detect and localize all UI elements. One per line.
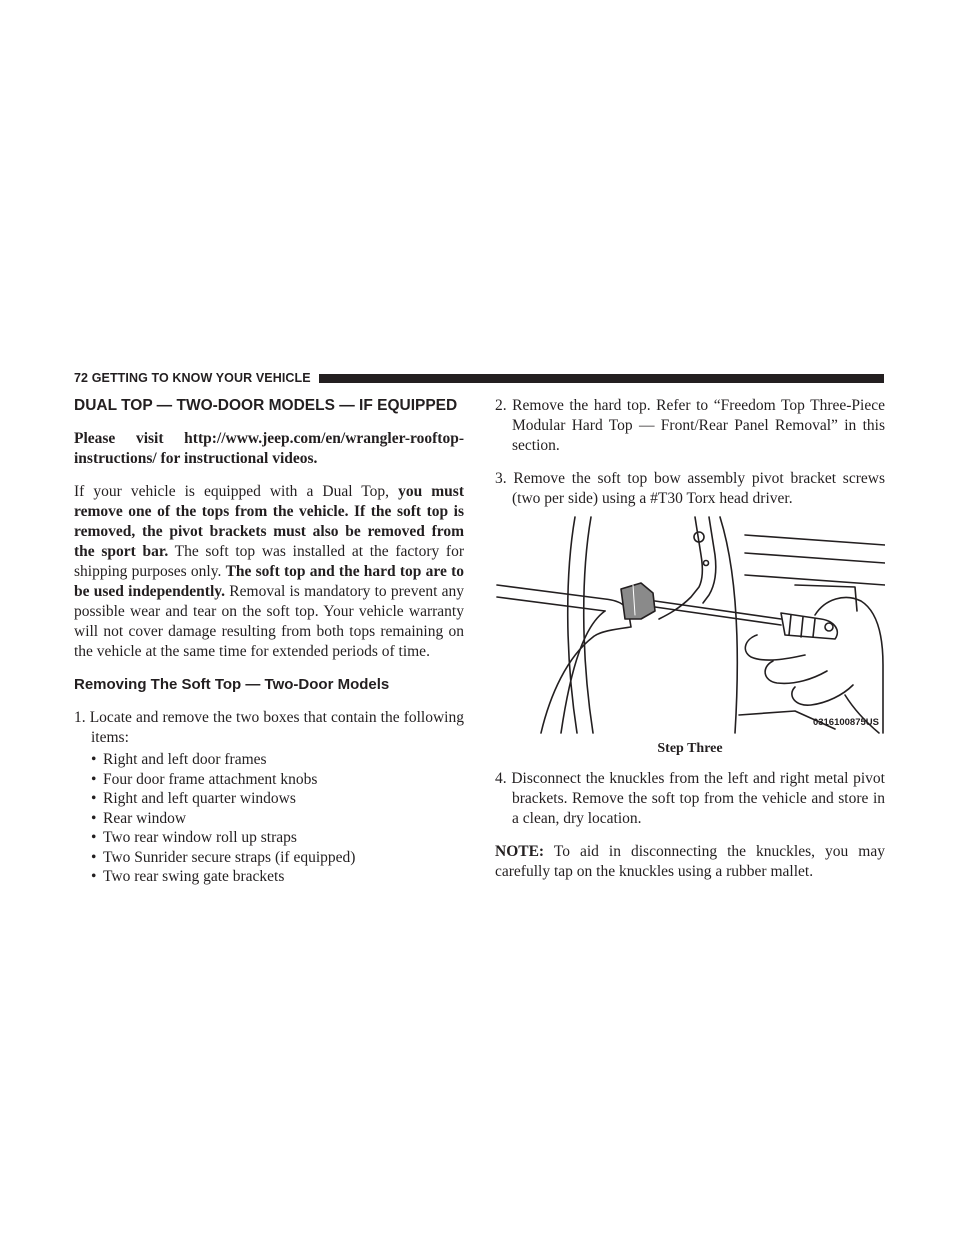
right-column <box>495 396 885 895</box>
warning-text-2: The soft top and the hard top are to be used independently. <box>74 563 464 600</box>
step-2: 2. Remove the hard top. Refer to “Freedom Top Three-Piece Modular Hard Top — Front/Rear Panel Removal” in this section. <box>495 397 885 454</box>
list-item: • Rear window <box>91 809 187 827</box>
hand-finger <box>765 661 827 683</box>
illustration-drawing <box>495 515 885 735</box>
items-list <box>91 750 464 887</box>
list-item: • Two rear swing gate brackets <box>91 868 285 885</box>
section-heading: DUAL TOP — TWO-DOOR MODELS — IF EQUIPPED <box>74 397 458 414</box>
list-item: • Two rear window roll up straps <box>91 829 297 846</box>
pillar-line <box>568 517 577 733</box>
figure-code: 0316100875US <box>812 717 879 728</box>
header-rule <box>319 374 884 383</box>
video-link-paragraph: Please visit http://www.jeep.com/en/wrangler-rooftop-instructions/ for instructional videos. <box>74 430 464 467</box>
step-three-illustration <box>495 515 885 735</box>
list-item: • Right and left quarter windows <box>91 790 296 807</box>
hand-finger <box>792 685 853 705</box>
pivot-bracket <box>621 583 655 619</box>
note-paragraph <box>495 842 885 882</box>
left-column <box>74 396 464 887</box>
page-header-label <box>74 371 319 385</box>
step-3: 3. Remove the soft top bow assembly pivot bracket screws (two per side) using a #T30 Torx head driver. <box>495 470 885 507</box>
subsection-heading: Removing The Soft Top — Two-Door Models <box>74 676 390 693</box>
list-item: • Four door frame attachment knobs <box>91 770 318 788</box>
step-4: 4. Disconnect the knuckles from the left and right metal pivot brackets. Remove the soft top from the vehicle and store in a clean, dry location. <box>495 770 885 827</box>
page-header <box>74 371 884 385</box>
figure-caption: Step Three <box>657 741 723 756</box>
list-item: • Right and left door frames <box>91 751 267 768</box>
pillar-line <box>720 517 737 733</box>
warning-text-1: you must remove one of the tops from the vehicle. If the soft top is removed, the pivot brackets must also be removed from the sport bar. <box>74 483 465 560</box>
page-number: 72 <box>74 371 89 385</box>
hand-finger <box>745 635 805 660</box>
list-item: • Two Sunrider secure straps (if equipped) <box>91 848 356 866</box>
step-1: 1. Locate and remove the two boxes that contain the following items: <box>74 709 464 746</box>
note-label: NOTE: <box>495 843 545 860</box>
note-text: To aid in disconnecting the knuckles, you may carefully tap on the knuckles using a rubber mallet. <box>495 843 885 880</box>
section-title: GETTING TO KNOW YOUR VEHICLE <box>91 371 311 385</box>
dual-top-paragraph: If your vehicle is equipped with a Dual Top, you must remove one of the tops from the vehicle. If the soft top is removed, the pivot brackets must also be removed from the sport bar. The soft top was installed at the factory for shipping purposes only. The soft top and the hard top are to be used independently. Removal is mandatory to prevent any possible wear and tear on the soft top. Your vehicle warranty will not cover damage resulting from both tops remaining on the vehicle at the same time for extended periods of time. <box>74 483 465 660</box>
